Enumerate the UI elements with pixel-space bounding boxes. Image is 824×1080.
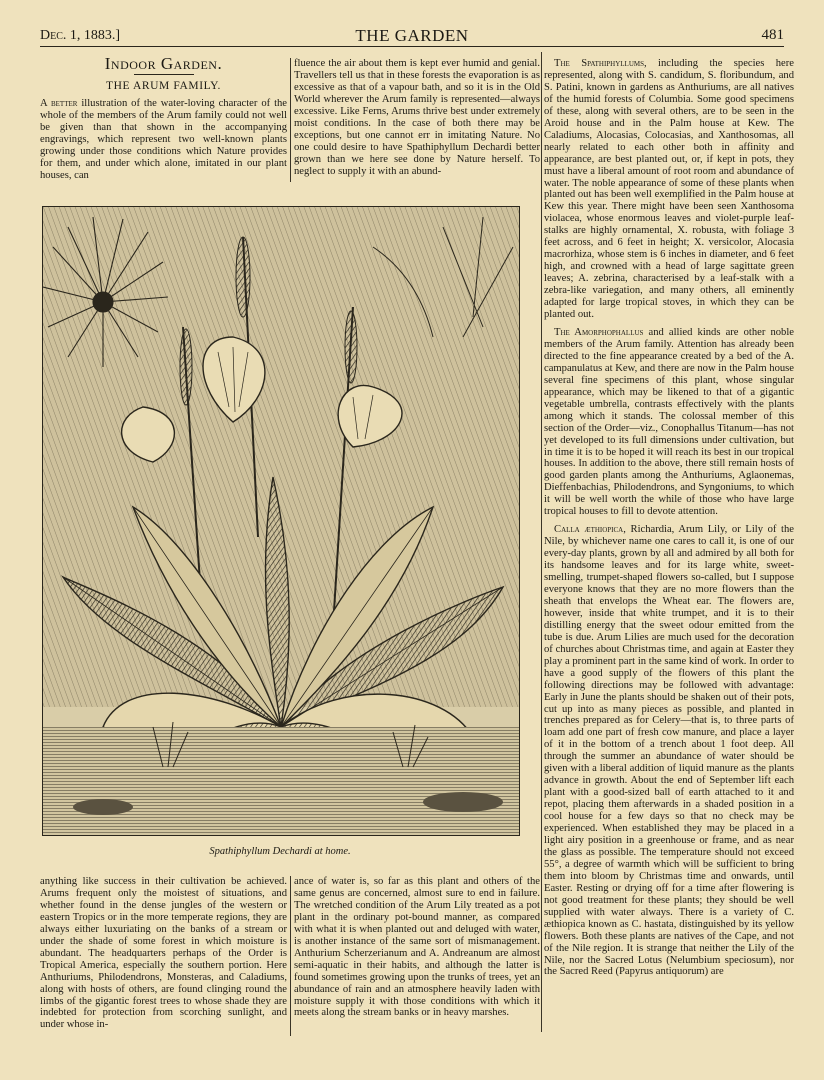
column-divider <box>541 52 542 1032</box>
lead-in: Calla æthiopica, <box>554 524 626 536</box>
paragraph <box>544 327 794 518</box>
article-column-1-lower <box>40 876 287 1037</box>
paragraph <box>544 524 794 978</box>
page-header <box>40 26 784 47</box>
figure-caption: Spathiphyllum Dechardi at home. <box>209 846 351 857</box>
paragraph: ance of water is, so far as this plant and others of the same genus are concerned, almost sure to end in failure. The wretched condition of the Arum Lily treated as a pot plant in the ordinary pot-bound manner, as compared with what it is when planted out and deluged with water, is another instance of the same sort of mismanagement. Anthurium Scherzerianum and A. Andreanum are almost semi-aquatic in their habits, and although the latter is found sometimes growing upon the trunks of trees, yet an abundance of rain and an atmosphere heavily laden with moisture supply it with those conditions with which it meets along the stream banks or in heavy marshes. <box>294 876 540 1019</box>
lead-in: The Spathiphyllums, <box>554 58 647 69</box>
paragraph <box>544 58 794 321</box>
column-divider <box>290 876 291 1036</box>
paragraph-text: and allied kinds are other noble members of the Arum family. Attention has already been directed to the fine appearance created by a bed of the A. campanulatus at Kew, and there are now in the Palm house several fine specimens of this plant, whose singular appearance, which may be likened to that of a gigantic vegetable umbrella, contrasts effectively with the plants among which it stands. The colossal member of this section of the Order—viz., Conophallus Titanum—has not yet developed to its full dimensions under cultivation, but in time it is to be hoped it will reach its best in our tropical houses. In addition to the above, there still remain hosts of good garden plants among the Anthuriums, Aglaonemas, Dieffenbachias, Philodendrons, and Syngoniums, to which it will be well worth the while of those who have large tropical houses to fill to devote attention. <box>544 326 794 518</box>
article-column-1 <box>40 54 288 188</box>
header-title: THE GARDEN <box>355 26 469 45</box>
paragraph-text: including the species here represented, along with S. candidum, S. floribundum, and S. Patini, known in gardens as Anthuriums, are all natives of the humid forests of Columbia. Some good specimens of these, along with several others, are to be seen in the Aroid house and in the Palm house at Kew. The Caladiums, Alocasias, Colocasias, and Xanthosomas, all nearly related to each other both in affinity and appearance, are best planted out, or, if kept in pots, they must have a liberal amount of root room and abundance of water. The noble appearance of some of these plants when planted out has been well exemplified in the Palm house at Kew this year. There might have been seen Xanthosoma violacea, whose enormous leaves and violet-purple leaf-stalks are highly ornamental, X. robusta, with foliage 3 feet across, and 6 feet in height; X. versicolor, Alocasia macrorhiza, whose stem is 6 inches in diameter, and 6 feet high, and crowned with a head of large sagittate green leaves; A. zebrina, characterised by a leaf-stalk with a zebra-like variegation, and many others, all eminently adapted for large tropical stoves, in which they can be planted out. <box>544 58 794 321</box>
column-divider <box>290 58 291 182</box>
lead-in: A better <box>40 97 78 109</box>
section-title: Indoor Garden. <box>104 54 223 73</box>
article-column-2 <box>294 58 540 184</box>
rock <box>73 799 133 815</box>
paragraph <box>40 98 287 182</box>
paragraph-text: illustration of the water-loving character of the whole of the members of the Arum family could not well be given than that shown in the accompanying engravings, which represent two well-known plants growing under those conditions which Nature provides for them, and under which alone, imitated in our plant houses, can <box>40 97 288 181</box>
paragraph-text: Richardia, Arum Lily, or Lily of the Nile, by whichever name one cares to call it, is one of our every-day plants, grown by all and admired by all both for its handsome leaves and for its large white, sweet-smelling, trumpet-shaped flowers so-called, but I suppose everyone knows that they are no more flowers than the sheath that envelops the Wheat ear. The flowers are, however, inside that white trumpet, and it is to their distilling energy that the sweet odour emitted from the tube is due. Arum Lilies are much used for the decoration of churches about Christmas time, and again at Easter they play a prominent part in the same kind of work. In order to have a good supply of the flowers of this plant the following directions may be followed with advantage: Early in June the plants should be shaken out of their pots, cut up into as many pieces as possible, and planted in trenches prepared as for Celery—that is, to three parts of loam add one part of fresh cow manure, and place a layer of it in the bottom of a trench about 1 foot deep. All through the summer an abundance of water should be given with a liberal addition of liquid manure as the plants advance in growth. About the end of September lift each plant with a good-sized ball of earth attached to it and repot, placing them afterwards in a shaded position in a cool house for a few days so that no check may be experienced. When established they may be placed in a light airy position in a greenhouse or frame, and as near the glass as possible. The temperature should not exceed 55°, a degree of warmth which will be sufficient to bring them into bloom by Christmas time and onwards, until Easter. Resting or drying off for a time after flowering is not good treatment for these plants; they should be well supplied with water always. There is a variety of C. æthiopica known as C. hastata, distinguished by its yellow flowers. Both these plants are natives of the Cape, and not of the Nile region. It is strange that neither the Lily of the Nile, nor the Sacred Lotus (Nelumbium speciosum), nor the Sacred Reed (Papyrus antiquorum) are <box>544 524 795 978</box>
rock <box>423 792 503 812</box>
lead-in: The Amorphophallus <box>554 326 644 338</box>
header-page-number: 481 <box>761 27 784 43</box>
article-column-2-lower <box>294 876 540 1025</box>
article-subtitle: THE ARUM FAMILY. <box>105 79 222 92</box>
paragraph: fluence the air about them is kept ever humid and genial. Travellers tell us that in these forests the evaporation is as excessive as that of a vapour bath, and so it is in the Old World wherever the Arum family is represented—always excessive. Like Ferns, Arums thrive best under extremely moist conditions. In the case of both there may be exceptions, but one cannot err in imitating Nature. No one could desire to have Spathiphyllum Dechardi better grown than we here see done by Nature herself. To neglect to supply it with an abund- <box>294 58 540 177</box>
article-column-3 <box>544 58 794 984</box>
title-rule <box>134 74 194 75</box>
header-date: Dec. 1, 1883.] <box>40 28 121 43</box>
plant-engraving <box>43 207 519 835</box>
paragraph: anything like success in their cultivation be achieved. Arums frequent only the moistest of situations, and whether found in the dense jungles of the western or eastern Tropics or in the more temperate regions, they are always either luxuriating on the banks of a stream or under the shade of some forest in which moisture is abundant. The headquarters perhaps of the Order is Tropical America, especially the southern portion. Here Anthuriums, Philodendrons, Monsteras, and Caladiums, along with hosts of others, are found clinging round the limbs of the gigantic forest trees to whose shade they are indebted for protection from scorching sunlight, and under whose in- <box>40 876 287 1031</box>
engraving-illustration <box>42 206 520 836</box>
